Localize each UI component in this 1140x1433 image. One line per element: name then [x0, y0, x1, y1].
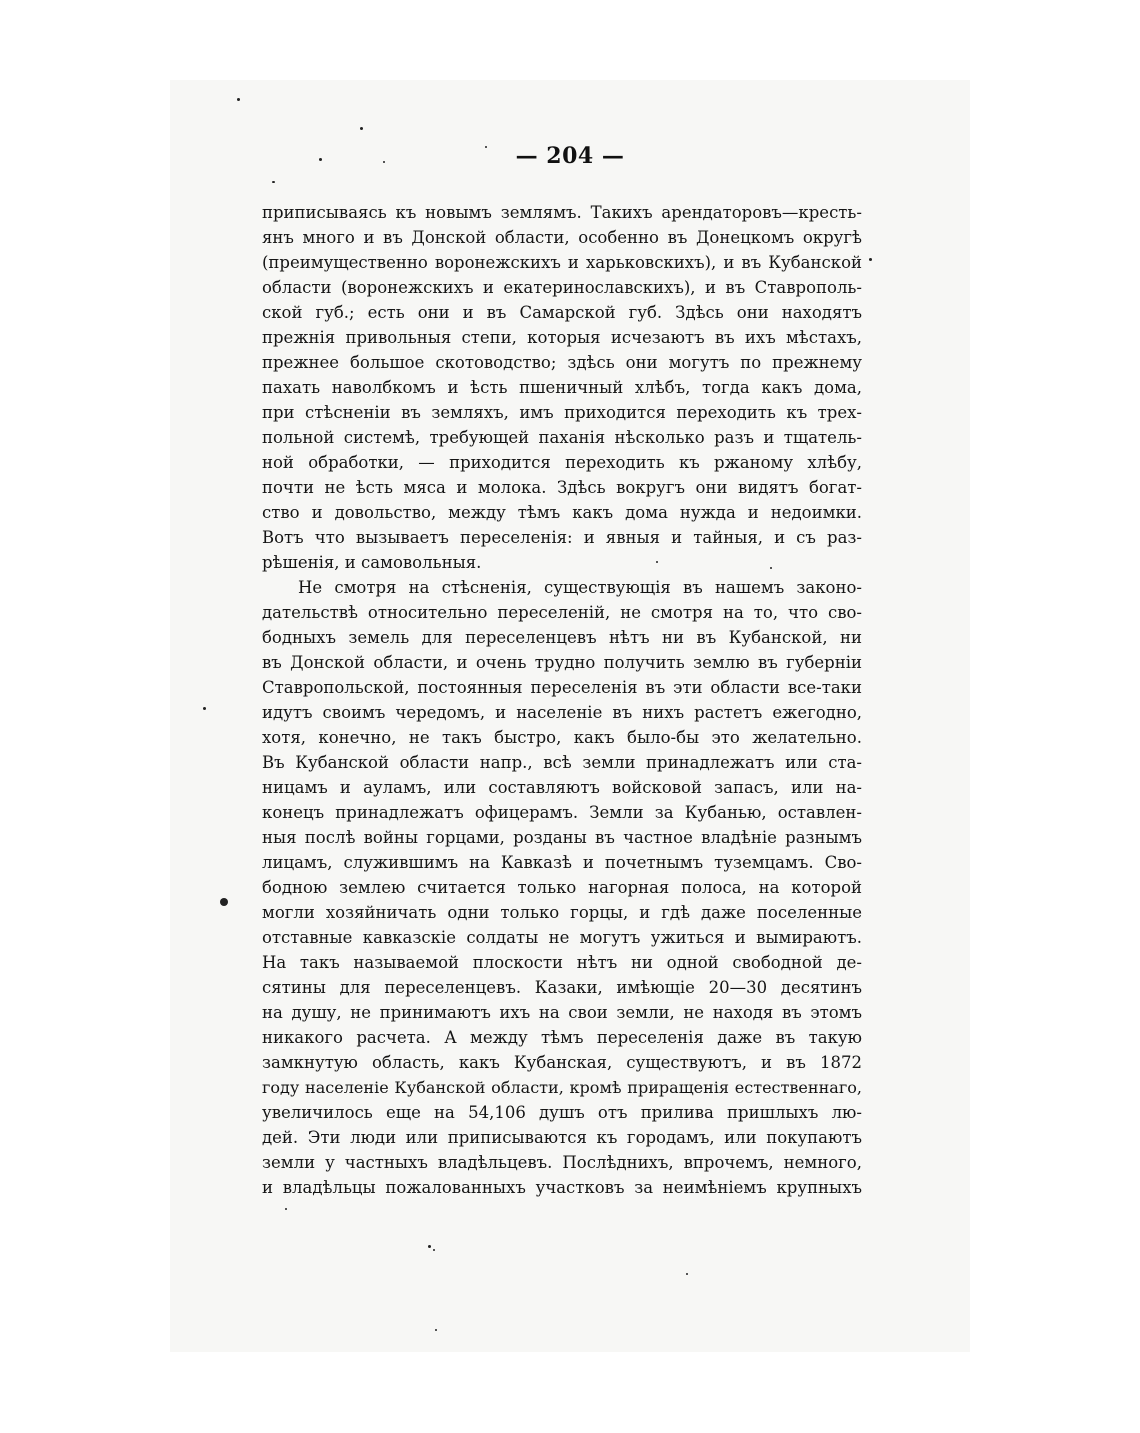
text-line: дей. Эти люди или приписываются къ городамъ, или покупаютъ [262, 1128, 862, 1147]
scan-speck [656, 561, 658, 563]
text-line: приписываясь къ новымъ землямъ. Такихъ арендаторовъ—кресть- [262, 203, 862, 222]
scan-speck [203, 707, 206, 710]
text-line: бодною землею считается только нагорная полоса, на которой [262, 878, 862, 897]
text-line: лицамъ, служившимъ на Кавказѣ и почетнымъ туземцамъ. Сво- [262, 853, 862, 872]
text-line: земли у частныхъ владѣльцевъ. Послѣднихъ, впрочемъ, немного, [262, 1153, 862, 1172]
page-number: — 204 — [515, 143, 625, 169]
scan-speck [272, 181, 275, 183]
text-line: рѣшенія, и самовольныя. [262, 553, 482, 572]
text-line: янъ много и въ Донской области, особенно въ Донецкомъ округѣ [262, 228, 862, 247]
scan-speck [319, 158, 322, 161]
text-line: области (воронежскихъ и екатеринославскихъ), и въ Ставрополь- [262, 278, 862, 297]
paragraph-first-line: Не смотря на стѣсненія, существующія въ нашемъ законо- [298, 578, 862, 597]
text-line: польной системѣ, требующей паханія нѣсколько разъ и тщатель- [262, 428, 862, 447]
text-line: никакого расчета. А между тѣмъ переселенія даже въ такую [262, 1028, 862, 1047]
scan-speck [285, 1208, 287, 1210]
scan-speck [360, 127, 363, 130]
text-line: могли хозяйничать одни только горцы, и гдѣ даже поселенные [262, 903, 862, 922]
text-line: (преимущественно воронежскихъ и харьковскихъ), и въ Кубанской [262, 253, 862, 272]
text-line: замкнутую область, какъ Кубанская, существуютъ, и въ 1872 [262, 1053, 862, 1072]
scan-speck [383, 161, 385, 163]
text-line: ской губ.; есть они и въ Самарской губ. Здѣсь они находятъ [262, 303, 862, 322]
scan-speck [433, 1249, 435, 1251]
text-line: Ставропольской, постоянныя переселенія въ эти области все-таки [262, 678, 862, 697]
text-line: въ Донской области, и очень трудно получить землю въ губерніи [262, 653, 862, 672]
text-line: почти не ѣсть мяса и молока. Здѣсь вокругъ они видятъ богат- [262, 478, 862, 497]
text-line: сятины для переселенцевъ. Казаки, имѣющіе 20—30 десятинъ [262, 978, 862, 997]
text-line: ство и довольство, между тѣмъ какъ дома нужда и недоимки. [262, 503, 862, 522]
text-line: хотя, конечно, не такъ быстро, какъ было-бы это желательно. [262, 728, 862, 747]
scan-speck [435, 1329, 437, 1331]
text-line: на душу, не принимаютъ ихъ на свои земли, не находя въ этомъ [262, 1003, 862, 1022]
body-text [262, 200, 862, 1200]
scan-speck [428, 1245, 431, 1248]
scan-speck [686, 1273, 688, 1275]
text-line: конецъ принадлежатъ офицерамъ. Земли за Кубанью, оставлен- [262, 803, 862, 822]
text-line: ныя послѣ войны горцами, розданы въ частное владѣніе разнымъ [262, 828, 862, 847]
text-line: прежнія привольныя степи, которыя исчезаютъ въ ихъ мѣстахъ, [262, 328, 862, 347]
text-line: дательствѣ относительно переселеній, не смотря на то, что сво- [262, 603, 862, 622]
scan-speck [220, 898, 228, 906]
text-line: Вотъ что вызываетъ переселенія: и явныя и тайныя, и съ раз- [262, 528, 862, 547]
scan-speck [770, 567, 772, 569]
text-line: бодныхъ земель для переселенцевъ нѣтъ ни въ Кубанской, ни [262, 628, 862, 647]
text-line: отставные кавказскіе солдаты не могутъ ужиться и вымираютъ. [262, 928, 862, 947]
text-line: и владѣльцы пожалованныхъ участковъ за неимѣніемъ крупныхъ [262, 1178, 862, 1197]
text-line: идутъ своимъ чередомъ, и населеніе въ нихъ растетъ ежегодно, [262, 703, 862, 722]
text-line: пахать наволбкомъ и ѣсть пшеничный хлѣбъ, тогда какъ дома, [262, 378, 862, 397]
text-line: ной обработки, — приходится переходить къ ржаному хлѣбу, [262, 453, 862, 472]
text-line: при стѣсненіи въ земляхъ, имъ приходится переходить къ трех- [262, 403, 862, 422]
text-line: увеличилось еще на 54,106 душъ отъ прилива пришлыхъ лю- [262, 1103, 862, 1122]
text-line: На такъ называемой плоскости нѣтъ ни одной свободной де- [262, 953, 862, 972]
text-line: году населеніе Кубанской области, кромѣ приращенія естественнаго, [262, 1078, 862, 1097]
text-line: Въ Кубанской области напр., всѣ земли принадлежатъ или ста- [262, 753, 862, 772]
scan-speck [237, 98, 240, 101]
scan-speck [869, 258, 872, 261]
text-line: ницамъ и ауламъ, или составляютъ войсковой запасъ, или на- [262, 778, 862, 797]
scan-speck [485, 146, 487, 148]
text-line: прежнее большое скотоводство; здѣсь они могутъ по прежнему [262, 353, 862, 372]
